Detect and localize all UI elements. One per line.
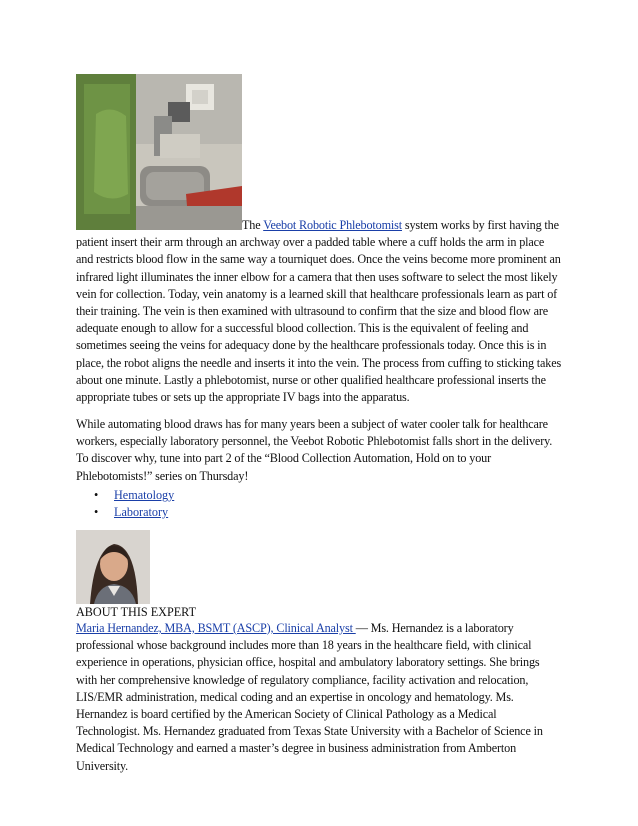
article-paragraph-1 (76, 217, 562, 406)
paragraph-1-intro: The (242, 218, 264, 232)
about-expert-heading: ABOUT THIS EXPERT (76, 605, 197, 619)
tag-list (94, 487, 174, 521)
tag-link-laboratory[interactable]: Laboratory (114, 505, 169, 519)
expert-bio-text: — Ms. Hernandez is a laboratory professional whose background includes more than 18 years in the healthcare field, with clinical experience in operations, physician office, hospital and ambulatory laboratory settings. She brings with her comprehensive knowledge of regulatory compliance, facility activation and relocation, LIS/EMR administration, medical coding and an expertise in oncology and hematology. Ms. Hernandez is board certified by the American Society of Clinical Pathology as a Medical Technologist. Ms. Hernandez graduated from Texas State University with a Bachelor of Science in Medical Technology and earned a master’s degree in business administration from Amberton University. (76, 621, 543, 773)
veebot-robot-photo (76, 74, 242, 230)
expert-name-link[interactable]: Maria Hernandez, MBA, BSMT (ASCP), Clinical Analyst (76, 621, 356, 635)
veebot-link[interactable]: Veebot Robotic Phlebotomist (263, 218, 402, 232)
tag-link-hematology[interactable]: Hematology (114, 488, 175, 502)
tag-item-hematology (94, 487, 174, 504)
veebot-robot-image (76, 74, 242, 230)
expert-bio (76, 620, 562, 775)
article-paragraph-2: While automating blood draws has for many years been a subject of water cooler talk for healthcare workers, especially laboratory personnel, the Veebot Robotic Phlebotomist falls short in the delivery. To discover why, tune into part 2 of the “Blood Collection Automation, Hold on to your Phlebotomists!” series on Thursday! (76, 417, 553, 483)
paragraph-1-body: system works by first having the patient insert their arm through an archway over a padded table where a cuff holds the arm in place and restricts blood flow in the same way a tourniquet does. Once the veins become more prominent an infrared light illuminates the inner elbow for a camera that then uses software to select the most likely vein for collection. Today, vein anatomy is a learned skill that healthcare professionals learn as part of their training. The vein is then examined with ultrasound to confirm that the size and blood flow are adequate enough to allow for a successful blood collection. This is the equivalent of feeling and sometimes seeing the veins for adequacy done by the healthcare professionals today. Once this is in place, the robot aligns the needle and inserts it into the vein. The process from cuffing to sticking takes about one minute. Lastly a phlebotomist, nurse or other qualified healthcare professional inserts the appropriate tubes or sets up the appropriate IV bags into the apparatus. (76, 218, 562, 405)
expert-avatar (76, 530, 150, 604)
tag-item-laboratory (94, 504, 174, 521)
expert-portrait-image (76, 530, 150, 604)
